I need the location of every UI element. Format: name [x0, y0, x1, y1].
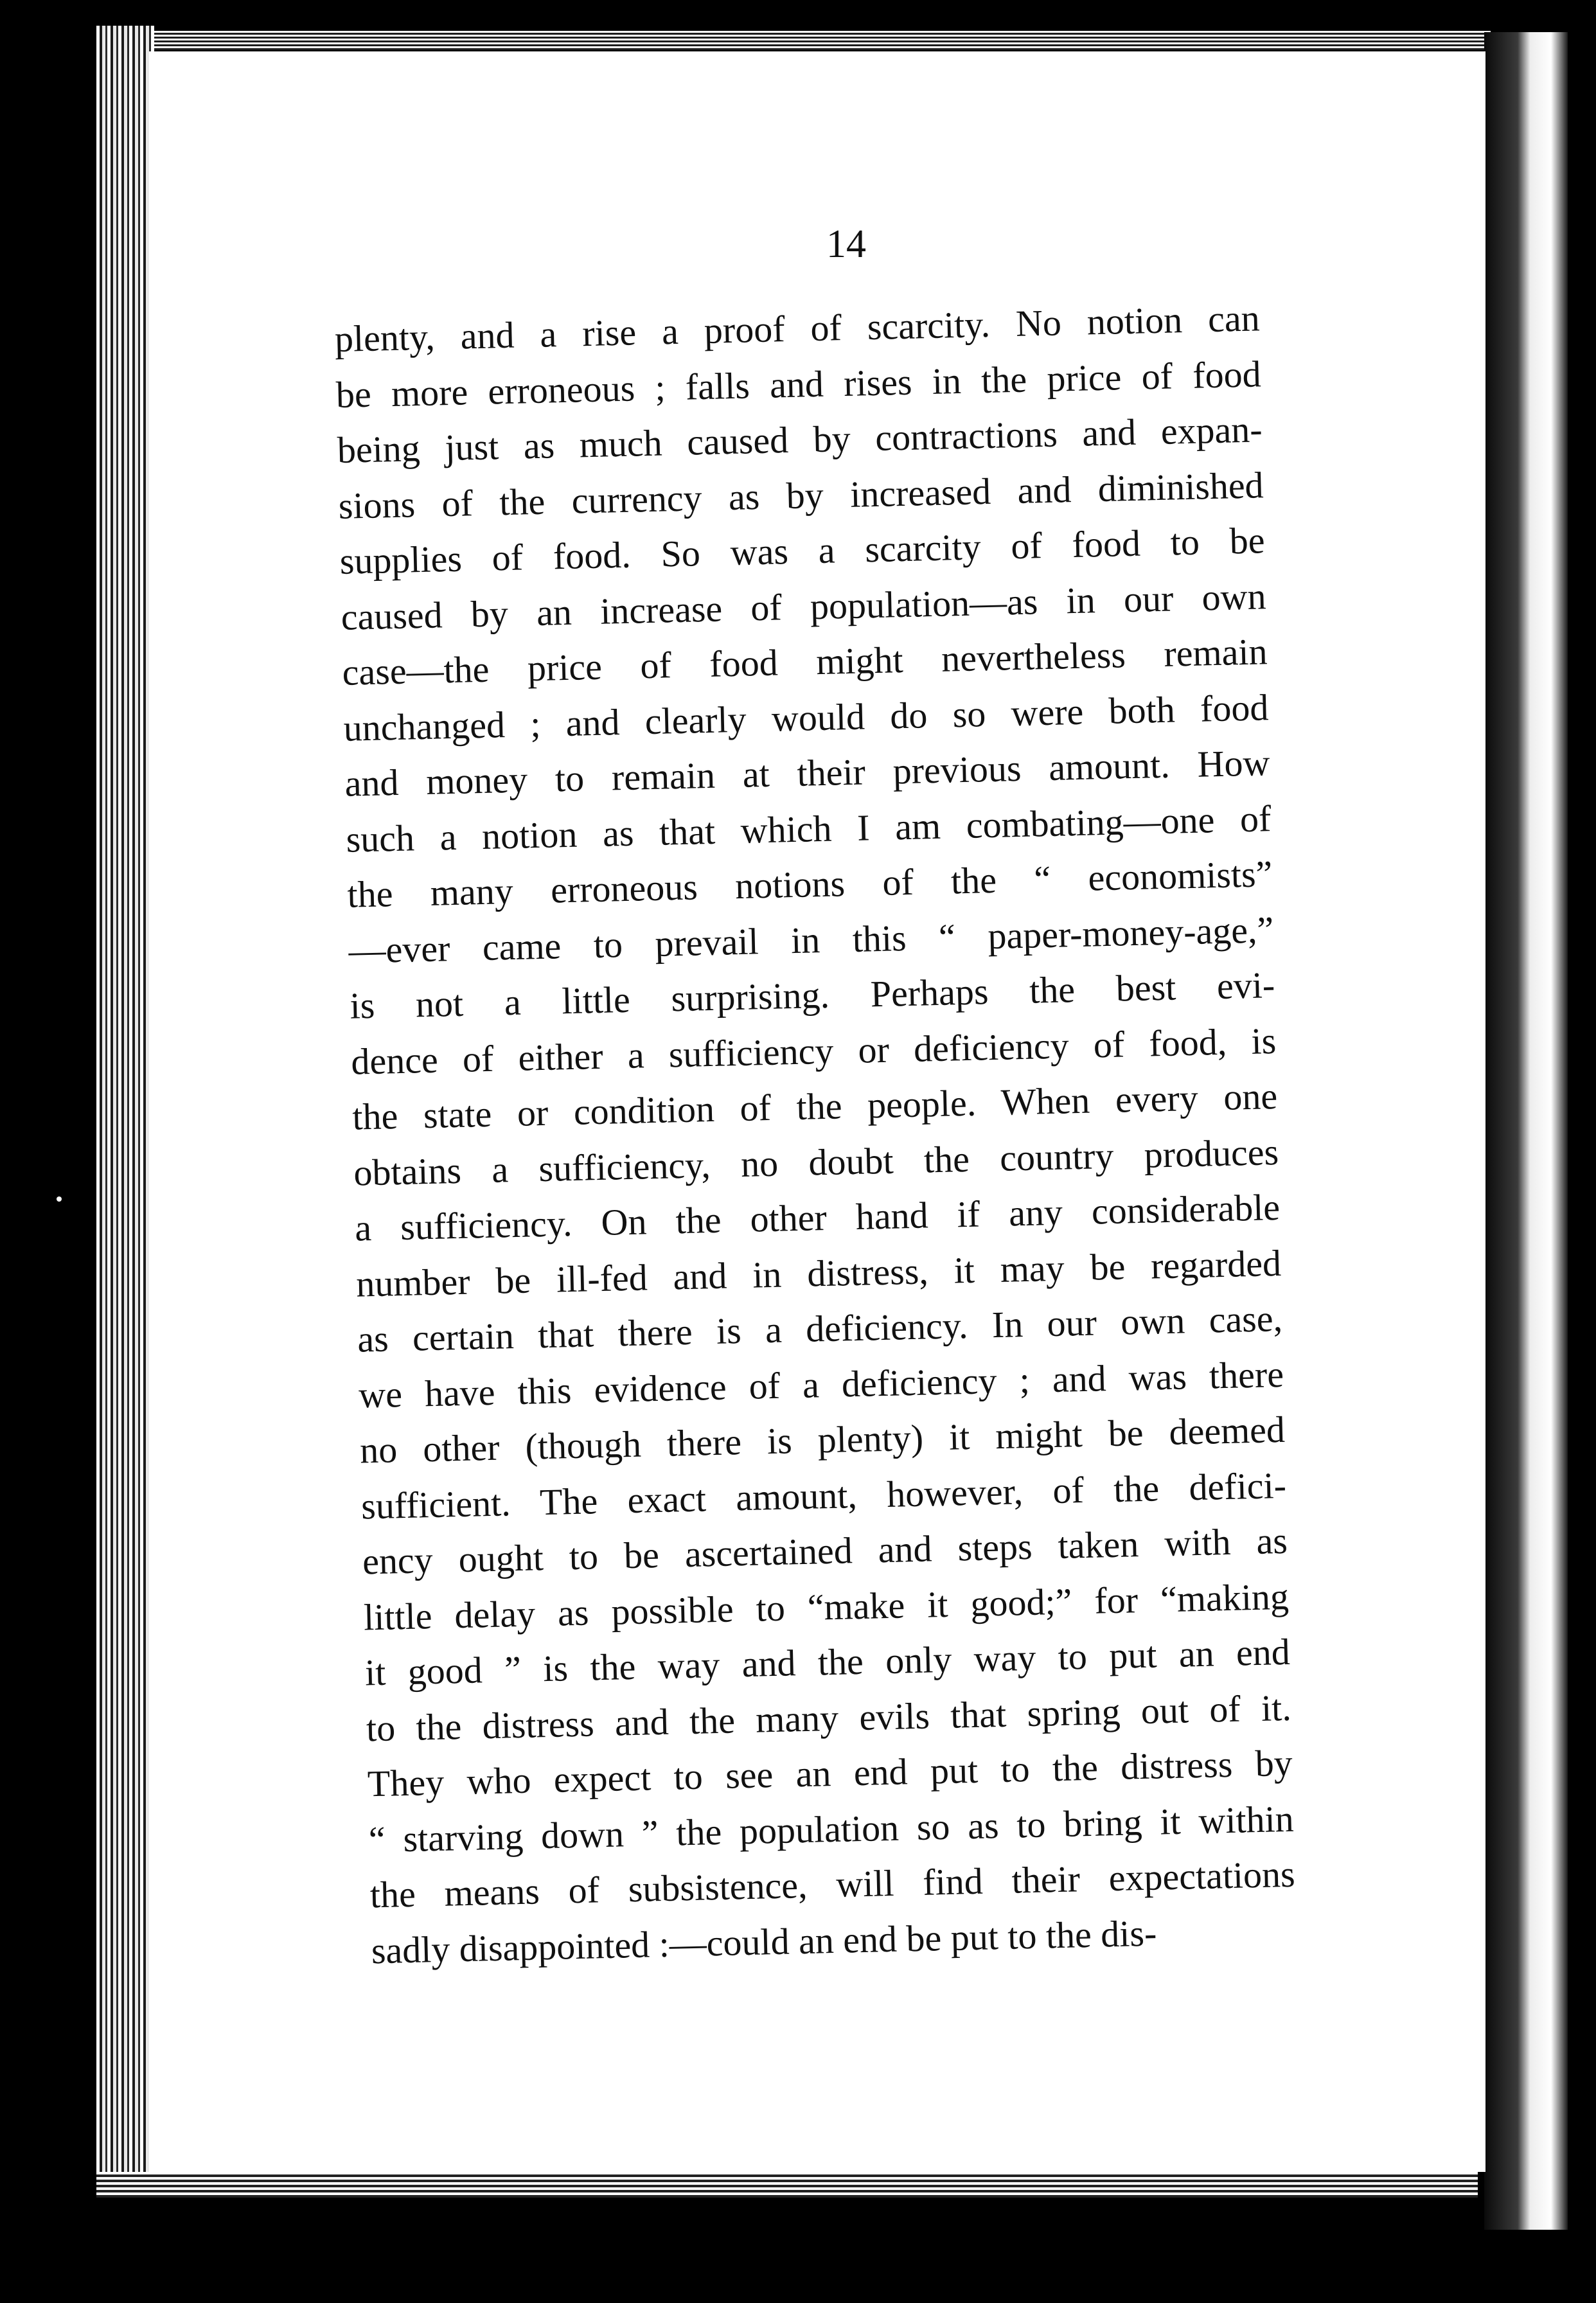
- text-line: being just as much caused by contractions and expan-: [337, 408, 1263, 471]
- text-line: as certain that there is a deficiency. In our own case,: [357, 1297, 1283, 1360]
- page-edges-left: [96, 26, 154, 2185]
- page-number: 14: [826, 222, 866, 266]
- page-sheet: [149, 51, 1485, 2172]
- text-line: no other (though there is plenty) it might be deemed: [359, 1408, 1286, 1472]
- page-edges-bottom: [96, 2172, 1478, 2198]
- text-line: “ starving down ” the population so as to bring it within: [368, 1797, 1295, 1860]
- text-line: be more erroneous ; falls and rises in the price of food: [335, 352, 1262, 416]
- text-line: the state or condition of the people. When every one: [351, 1075, 1278, 1138]
- body-text: [334, 290, 1297, 1978]
- text-line: dence of either a sufficiency or deficiency of food, is: [350, 1019, 1277, 1083]
- text-line: plenty, and a rise a proof of scarcity. No notion can: [334, 297, 1261, 360]
- text-line: supplies of food. So was a scarcity of food to be: [339, 519, 1266, 582]
- text-line: and money to remain at their previous amount. How: [344, 742, 1271, 805]
- text-line: obtains a sufficiency, no doubt the country produces: [353, 1130, 1279, 1194]
- text-line: They who expect to see an end put to the distress by: [367, 1741, 1293, 1805]
- text-line: such a notion as that which I am combating—one of: [345, 797, 1272, 860]
- text-line: case—the price of food might nevertheless remain: [342, 630, 1268, 693]
- book-gutter: [1484, 32, 1568, 2230]
- text-line: a sufficiency. On the other hand if any considerable: [354, 1186, 1281, 1249]
- scan-speck: [57, 1196, 62, 1202]
- text-line: it good ” is the way and the only way to put an end: [364, 1630, 1291, 1694]
- text-line: the many erroneous notions of the “ economists”: [346, 853, 1273, 916]
- page-edges-top: [129, 31, 1491, 50]
- text-line: unchanged ; and clearly would do so were both food: [342, 686, 1270, 749]
- text-line: sions of the currency as by increased and diminished: [338, 463, 1264, 527]
- text-line: sadly disappointed :—could an end be put to the dis-: [371, 1912, 1157, 1971]
- text-line: little delay as possible to “make it good;” for “making: [363, 1575, 1290, 1638]
- text-line: —ever came to prevail in this “ paper-money-age,”: [348, 908, 1274, 972]
- text-line: is not a little surprising. Perhaps the best evi-: [349, 964, 1275, 1027]
- text-line: number be ill-fed and in distress, it may be regarded: [355, 1241, 1282, 1305]
- text-line: we have this evidence of a deficiency ; and was there: [358, 1353, 1284, 1416]
- text-line: the means of subsistence, will find their expectations: [369, 1853, 1296, 1916]
- text-line: ency ought to be ascertained and steps taken with as: [362, 1519, 1288, 1583]
- text-line: caused by an increase of population—as in our own: [341, 574, 1267, 638]
- text-line: to the distress and the many evils that spring out of it.: [366, 1686, 1292, 1749]
- text-line: sufficient. The exact amount, however, of the defici-: [360, 1464, 1287, 1527]
